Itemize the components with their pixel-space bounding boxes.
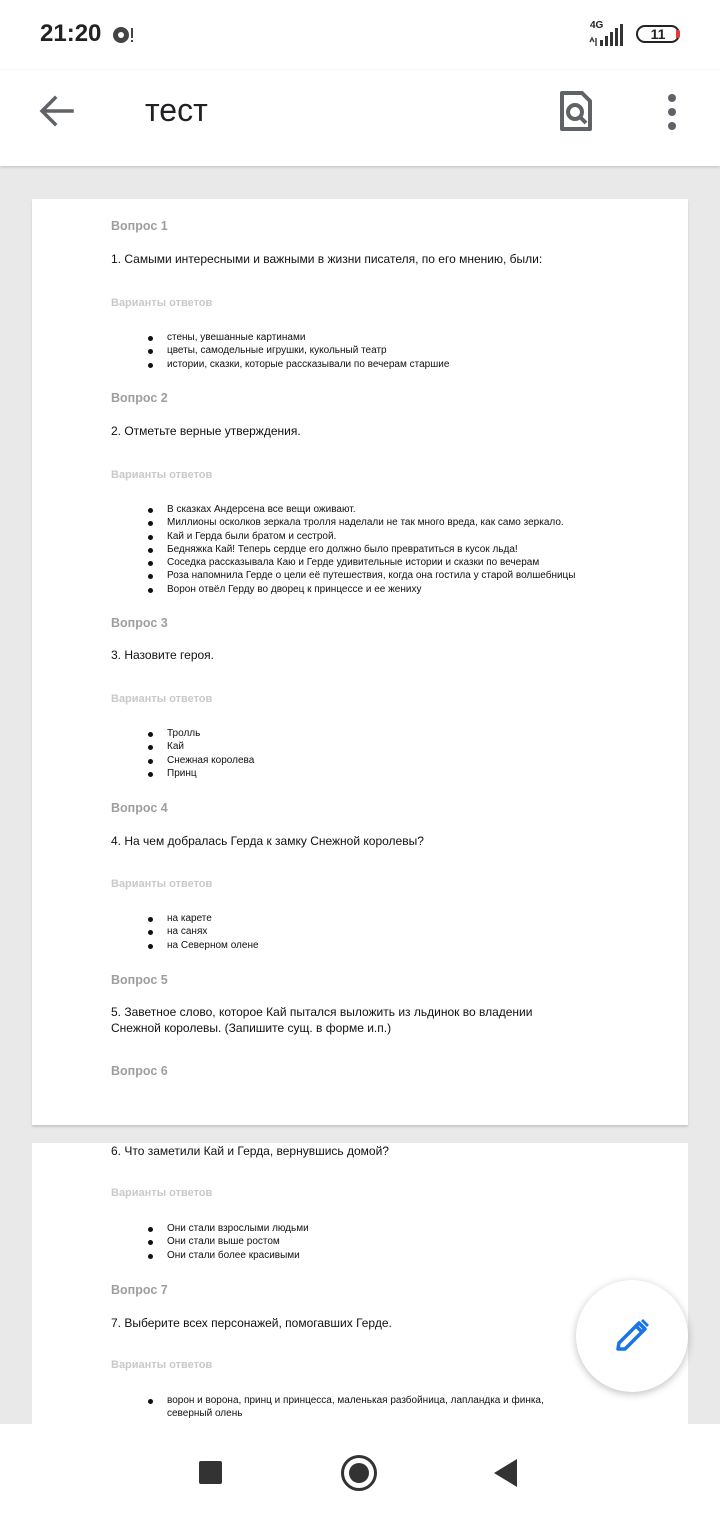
answers-label: Варианты ответов	[111, 297, 213, 309]
question-text: 4. На чем добралась Герда к замку Снежной королевы?	[111, 834, 424, 848]
question-header: Вопрос 5	[111, 973, 168, 987]
option-item: истории, сказки, которые рассказывали по вечерам старшие	[146, 358, 449, 371]
question-text: 2. Отметьте верные утверждения.	[111, 424, 301, 438]
option-item: В сказках Андерсена все вещи оживают.	[146, 503, 575, 516]
option-item: Кай	[146, 740, 254, 753]
option-item: на санях	[146, 925, 259, 938]
status-bar	[0, 0, 720, 70]
question-text: 6. Что заметили Кай и Герда, вернувшись домой?	[111, 1144, 389, 1158]
question-header: Вопрос 1	[111, 219, 168, 233]
option-item: Миллионы осколков зеркала тролля наделали не так много вреда, как само зеркало.	[146, 516, 575, 529]
document-title: тест	[145, 92, 208, 128]
battery-low-indicator	[676, 30, 680, 38]
question-header: Вопрос 2	[111, 391, 168, 405]
options-list	[146, 331, 449, 371]
option-item: Они стали взрослыми людьми	[146, 1222, 309, 1235]
option-item: Кай и Герда были братом и сестрой.	[146, 530, 575, 543]
options-list	[146, 1394, 587, 1421]
option-item: Снежная королева	[146, 754, 254, 767]
options-list	[146, 727, 254, 780]
edit-pencil-icon	[612, 1316, 652, 1356]
more-vert-icon[interactable]	[658, 92, 686, 132]
option-item: на Северном олене	[146, 939, 259, 952]
question-text: 5. Заветное слово, которое Кай пытался выложить из льдинок во владении Снежной королевы. (Запишите сущ. в форме и.п.)	[111, 1005, 533, 1035]
question-text: 7. Выберите всех персонажей, помогавших Герде.	[111, 1316, 392, 1330]
question-header: Вопрос 4	[111, 801, 168, 815]
option-item: Тролль	[146, 727, 254, 740]
answers-label: Варианты ответов	[111, 878, 213, 890]
question-header: Вопрос 6	[111, 1064, 168, 1078]
back-arrow-icon[interactable]	[36, 91, 76, 131]
options-list	[146, 503, 575, 596]
option-item: цветы, самодельные игрушки, кукольный театр	[146, 344, 449, 357]
option-item: Ворон отвёл Герду во дворец к принцессе и ее жениху	[146, 583, 575, 596]
question-text: 3. Назовите героя.	[111, 648, 215, 662]
options-list	[146, 1222, 309, 1262]
document-page-2	[32, 1143, 688, 1443]
option-item: стены, увешанные картинами	[146, 331, 449, 344]
option-item: Они стали выше ростом	[146, 1235, 309, 1248]
option-item: ворон и ворона, принц и принцесса, маленькая разбойница, лапландка и финка, северный олень	[146, 1394, 587, 1421]
document-page-1	[32, 199, 688, 1125]
option-item: Соседка рассказывала Каю и Герде удивительные истории и сказки по вечерам	[146, 556, 575, 569]
find-in-doc-icon[interactable]	[556, 89, 596, 133]
signal-icon	[588, 20, 628, 55]
home-icon[interactable]	[341, 1455, 377, 1491]
answers-label: Варианты ответов	[111, 469, 213, 481]
battery-level: 11	[650, 26, 666, 42]
options-list	[146, 912, 259, 952]
answers-label: Варианты ответов	[111, 693, 213, 705]
edit-fab[interactable]	[576, 1280, 688, 1392]
recent-apps-icon[interactable]	[199, 1461, 222, 1484]
option-item: Роза напомнила Герде о цели её путешествия, когда она гостила у старой волшебницы	[146, 569, 575, 582]
media-icon	[111, 24, 135, 46]
network-type: 4G	[590, 20, 604, 31]
battery-icon	[636, 25, 680, 43]
answers-label: Варианты ответов	[111, 1359, 213, 1371]
app-bar	[0, 70, 720, 166]
system-nav-bar	[0, 1424, 720, 1520]
option-item: на карете	[146, 912, 259, 925]
status-time: 21:20	[40, 20, 102, 47]
question-header: Вопрос 3	[111, 616, 168, 630]
question-header: Вопрос 7	[111, 1283, 168, 1297]
option-item: Принц	[146, 767, 254, 780]
question-text: 1. Самыми интересными и важными в жизни писателя, по его мнению, были:	[111, 252, 543, 266]
answers-label: Варианты ответов	[111, 1187, 213, 1199]
home-dot	[349, 1463, 369, 1483]
back-icon[interactable]	[494, 1459, 517, 1487]
option-item: Бедняжка Кай! Теперь сердце его должно было превратиться в кусок льда!	[146, 543, 575, 556]
option-item: Они стали более красивыми	[146, 1249, 309, 1262]
